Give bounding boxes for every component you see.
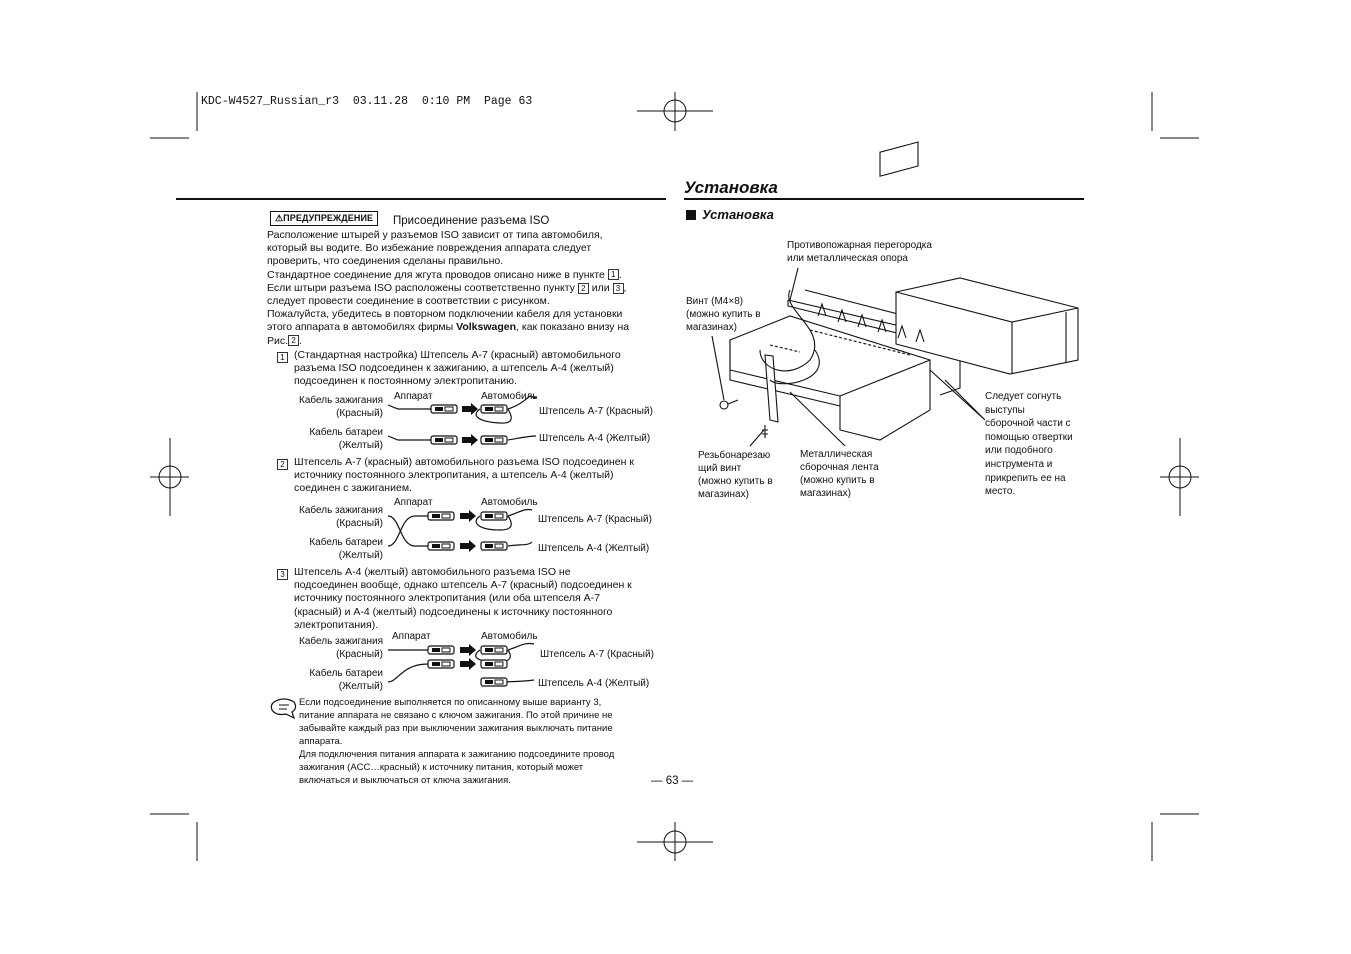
print-header: KDC-W4527_Russian_r3 03.11.28 0:10 PM Page 63 bbox=[201, 95, 533, 108]
note-text: Если подсоединение выполняется по описанному выше варианту 3, питание аппарата не связано с ключом зажигания. По этой причине не забывайте каждый раз при выключении зажигания выключать питание аппарата. Для подключения питания аппарата к зажиганию подсоедините провод зажигания (ACC…красный) к источнику питания, который может включаться и выключаться от ключа зажигания. bbox=[299, 697, 615, 786]
tapping-screw-label: Резьбонарезаю щий винт (можно купить в магазинах) bbox=[698, 450, 773, 500]
warning-title: Присоединение разъема ISO bbox=[393, 215, 550, 227]
d2-plug-a7: Штепсель A-7 (Красный) bbox=[538, 514, 652, 525]
firewall-label: Противопожарная перегородка или металлическая опора bbox=[787, 240, 932, 264]
case-1-text: (Стандартная настройка) Штепсель A-7 (красный) автомобильного разъема ISO подсоединен к зажиганию, а штепсель A-4 (желтый) подсоединен к постоянному электропитанию. bbox=[294, 349, 621, 388]
d1-plug-a7: Штепсель A-7 (Красный) bbox=[539, 406, 653, 417]
d3-ignition-label: Кабель зажигания (Красный) bbox=[299, 636, 383, 660]
screw-label: Винт (M4×8) (можно купить в магазинах) bbox=[686, 296, 761, 333]
d1-ignition-label: Кабель зажигания (Красный) bbox=[299, 395, 383, 419]
warning-badge: ⚠ПРЕДУПРЕЖДЕНИЕ bbox=[270, 211, 378, 226]
intro-text: Расположение штырей у разъемов ISO зависит от типа автомобиля, который вы водите. Во избежание повреждения аппарата следует проверить, что соединения сделаны правильно. Стандартное соединение для жгута проводов описано ниже в пункте 1 . Если штыри разъема ISO расположены соответственно пункту 2 или 3 , следует провести соединение в соответствии с рисунком. Пожалуйста, убедитесь в повторном подключении кабеля для установки этого аппарата в автомобилях фирмы Volkswagen, как показано внизу на Рис. 2 . bbox=[267, 229, 630, 347]
d3-plug-a7: Штепсель A-7 (Красный) bbox=[540, 649, 654, 660]
d1-plug-a4: Штепсель A-4 (Желтый) bbox=[539, 433, 651, 444]
d3-battery-label: Кабель батареи (Желтый) bbox=[309, 668, 383, 692]
section-subtitle: Установка bbox=[686, 207, 774, 222]
d1-car-label: Автомобиль bbox=[481, 391, 538, 402]
case-1-marker: 1 bbox=[277, 349, 288, 367]
case-2-text: Штепсель A-7 (красный) автомобильного разъема ISO подсоединен к источнику постоянного электропитания, а штепсель A-4 (желтый) соединен с зажиганием. bbox=[294, 456, 634, 495]
page-number: — 63 — bbox=[651, 775, 694, 787]
case-2-marker: 2 bbox=[277, 456, 288, 474]
case-3-text: Штепсель A-4 (желтый) автомобильного разъема ISO не подсоединен вообще, однако штепсель A-7 (красный) подсоединен к источнику постоянного электропитания (или оба штепселя A-7 (красный) и A-4 (желтый) подсоединены к источнику постоянного электропитания). bbox=[294, 566, 632, 631]
section-title: Установка bbox=[684, 178, 778, 197]
case-3-marker: 3 bbox=[277, 566, 288, 584]
d1-unit-label: Аппарат bbox=[394, 391, 433, 402]
d2-unit-label: Аппарат bbox=[394, 497, 433, 508]
d2-battery-label: Кабель батареи (Желтый) bbox=[309, 537, 383, 561]
d3-unit-label: Аппарат bbox=[392, 631, 431, 642]
d3-plug-a4: Штепсель A-4 (Желтый) bbox=[538, 678, 650, 689]
strap-label: Металлическая сборочная лента (можно купить в магазинах) bbox=[800, 449, 879, 499]
d2-plug-a4: Штепсель A-4 (Желтый) bbox=[538, 543, 650, 554]
d1-battery-label: Кабель батареи (Желтый) bbox=[309, 427, 383, 451]
bend-label: Следует согнуть выступы сборочной части с помощью отвертки или подобного инструмента и прикрепить ее на место. bbox=[985, 391, 1073, 498]
d2-ignition-label: Кабель зажигания (Красный) bbox=[299, 505, 383, 529]
d3-car-label: Автомобиль bbox=[481, 631, 538, 642]
d2-car-label: Автомобиль bbox=[481, 497, 538, 508]
